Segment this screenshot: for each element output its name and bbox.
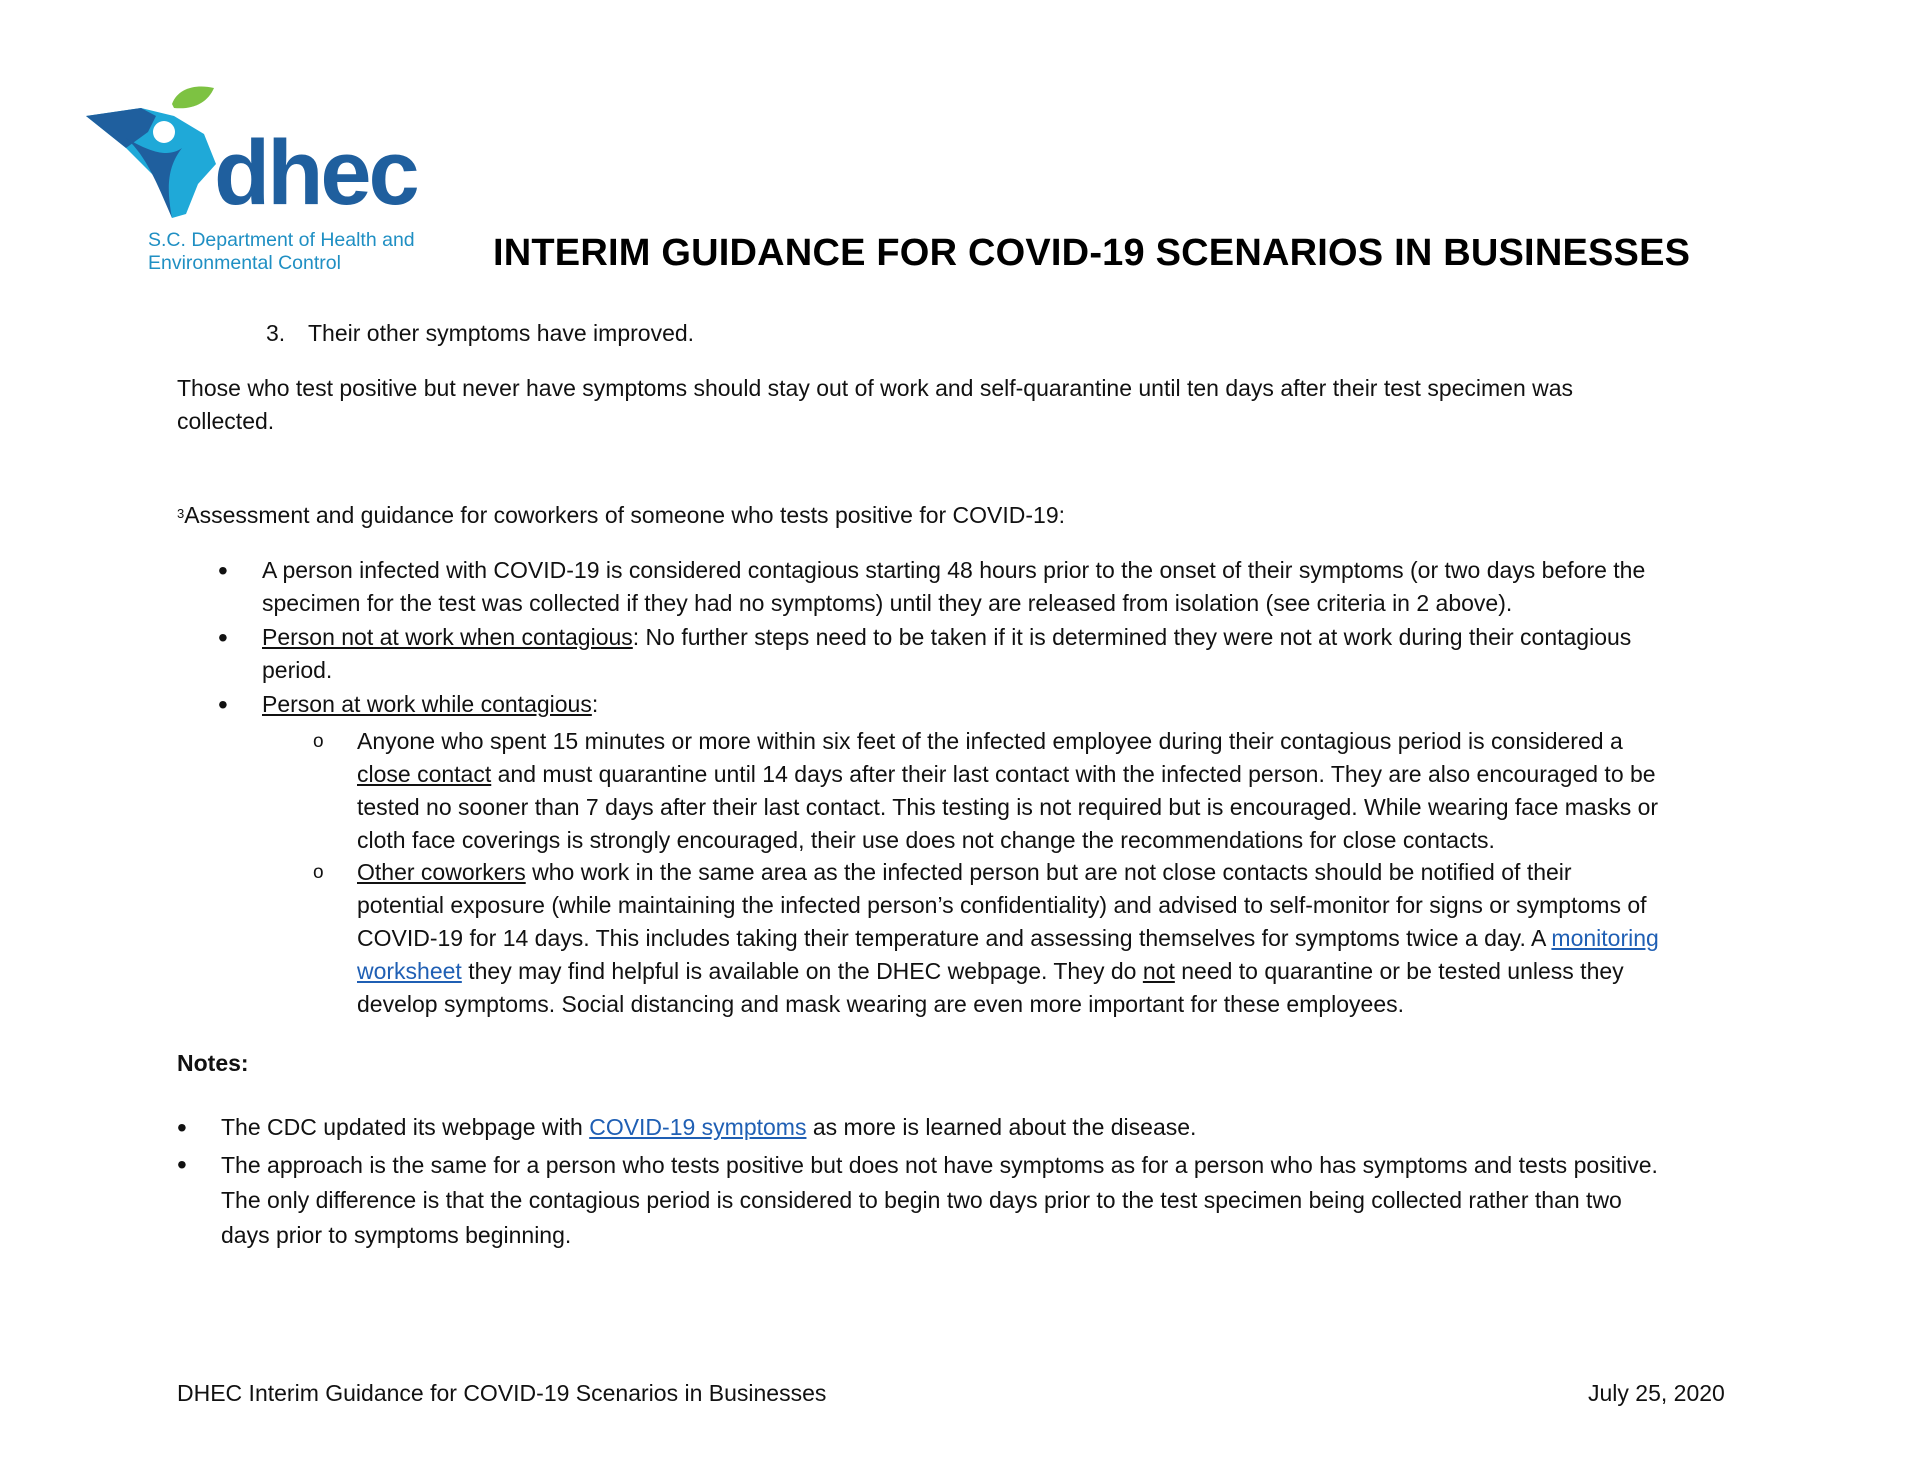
sub-bullet-line-mid: they may find helpful is available on the DHEC webpage. They do <box>461 958 1143 984</box>
logo-tagline-line2: Environmental Control <box>148 252 341 274</box>
sub-bullet-line: develop symptoms. Social distancing and mask wearing are even more important for these employees. <box>357 991 1405 1017</box>
bullet-item <box>218 554 1645 620</box>
bullet-colon: : <box>591 691 599 717</box>
sub-bullet-line <box>357 955 1659 988</box>
note-line: The approach is the same for a person who tests positive but does not have symptoms as for a person who has symptoms and tests positive. <box>221 1152 1658 1178</box>
bullet-text <box>262 688 598 721</box>
bullet-icon <box>177 1148 221 1183</box>
note-line: days prior to symptoms beginning. <box>221 1222 572 1248</box>
item-number: 3. <box>266 320 286 346</box>
document-title: INTERIM GUIDANCE FOR COVID-19 SCENARIOS IN BUSINESSES <box>493 232 1691 274</box>
assessment-heading <box>177 499 1065 532</box>
note-item <box>177 1111 1196 1146</box>
bullet-line <box>262 621 1631 654</box>
bullet-text <box>262 554 1645 620</box>
dhec-logo-graphic <box>86 86 446 236</box>
numbered-item <box>266 317 694 350</box>
underlined-label: Person at work while contagious <box>262 691 592 717</box>
sub-bullet-line: Anyone who spent 15 minutes or more within six feet of the infected employee during their contagious period is considered a <box>357 728 1623 754</box>
sub-bullet-item <box>309 856 1659 1021</box>
sub-bullet-item <box>309 725 1658 857</box>
bullet-icon <box>218 621 262 656</box>
note-pre: The CDC updated its webpage with <box>221 1114 590 1140</box>
monitoring-worksheet-link-cont[interactable]: worksheet <box>357 958 462 984</box>
logo-tagline-line1: S.C. Department of Health and <box>148 229 415 251</box>
bullet-line: A person infected with COVID-19 is considered contagious starting 48 hours prior to the onset of their symptoms (or two days before the <box>262 557 1646 583</box>
logo-wordmark: dhec <box>214 122 417 224</box>
bullet-item <box>218 621 1631 687</box>
bullet-line-rest: : No further steps need to be taken if it is determined they were not at work during their contagious <box>632 624 1632 650</box>
bullet-icon <box>218 554 262 589</box>
note-item <box>177 1148 1658 1253</box>
close-contact-term: close contact <box>357 761 492 787</box>
sub-bullet-text <box>357 725 1658 857</box>
bullet-line: period. <box>262 657 333 683</box>
sub-bullet-line: potential exposure (while maintaining the infected person’s confidentiality) and advised to self-monitor for signs or symptoms of <box>357 892 1647 918</box>
sub-bullet-line <box>357 856 1659 889</box>
paragraph-line: Those who test positive but never have symptoms should stay out of work and self-quarantine until ten days after their test specimen was <box>177 375 1574 401</box>
circle-bullet-icon: o <box>313 731 324 752</box>
sub-bullet-line-end: need to quarantine or be tested unless they <box>1174 958 1624 984</box>
paragraph-asymptomatic <box>177 372 1573 438</box>
note-text <box>221 1148 1658 1253</box>
covid-symptoms-link[interactable]: COVID-19 symptoms <box>589 1114 807 1140</box>
bullet-icon <box>177 1111 221 1146</box>
assessment-text: Assessment and guidance for coworkers of someone who tests positive for COVID-19: <box>184 502 1066 528</box>
logo-tagline <box>148 229 415 275</box>
bullet-line: specimen for the test was collected if they had no symptoms) until they are released from isolation (see criteria in 2 above). <box>262 590 1513 616</box>
bullet-text <box>262 621 1631 687</box>
note-line: The only difference is that the contagious period is considered to begin two days prior to the test specimen being collected rather than two <box>221 1187 1622 1213</box>
circle-bullet-icon: o <box>313 862 324 883</box>
footer-date: July 25, 2020 <box>1588 1380 1725 1406</box>
sub-bullet-line <box>357 922 1659 955</box>
note-post: as more is learned about the disease. <box>806 1114 1197 1140</box>
dhec-logo <box>86 86 446 286</box>
sub-bullet-line: tested no sooner than 7 days after their last contact. This testing is not required but is encouraged. While wearing face masks or <box>357 794 1659 820</box>
leaf-icon <box>172 87 214 109</box>
sub-bullet-line <box>357 758 1658 791</box>
note-text <box>221 1111 1196 1144</box>
other-coworkers-term: Other coworkers <box>357 859 526 885</box>
footer-title: DHEC Interim Guidance for COVID-19 Scenarios in Businesses <box>177 1380 827 1406</box>
monitoring-worksheet-link[interactable]: monitoring <box>1551 925 1659 951</box>
sub-bullet-line-rest: who work in the same area as the infected person but are not close contacts should be notified of their <box>525 859 1572 885</box>
sub-bullet-line-rest: and must quarantine until 14 days after their last contact with the infected person. They are also encouraged to be <box>491 761 1656 787</box>
paragraph-line: collected. <box>177 408 275 434</box>
item-text: Their other symptoms have improved. <box>308 320 695 346</box>
footnote-marker: 3 <box>177 506 185 521</box>
notes-heading: Notes: <box>177 1050 249 1076</box>
bullet-icon <box>218 688 262 723</box>
sub-bullet-line: cloth face coverings is strongly encouraged, their use does not change the recommendations for close contacts. <box>357 827 1495 853</box>
bullet-item <box>218 688 598 723</box>
figure-head <box>153 121 175 143</box>
not-emphasis: not <box>1142 958 1175 984</box>
sub-bullet-text <box>357 856 1659 1021</box>
underlined-label: Person not at work when contagious <box>262 624 633 650</box>
sub-bullet-line-pre: COVID-19 for 14 days. This includes taking their temperature and assessing themselves for symptoms twice a day. A <box>357 925 1552 951</box>
